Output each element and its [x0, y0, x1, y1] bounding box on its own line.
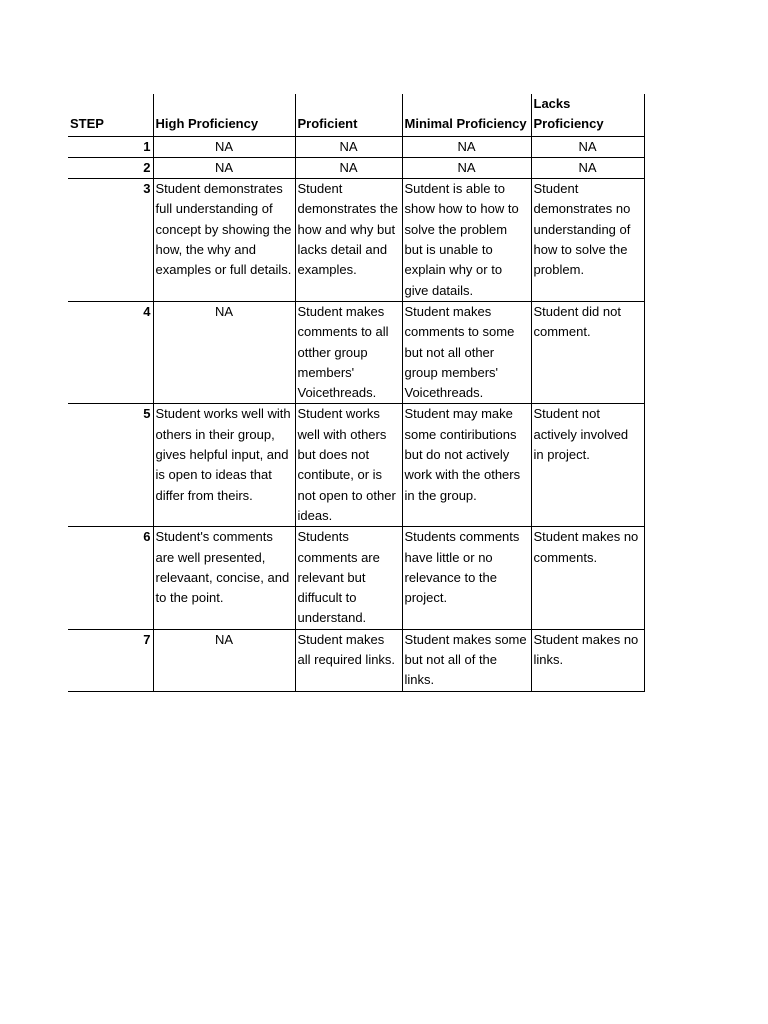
- table-row: [68, 179, 644, 302]
- cell-high: NA: [153, 157, 295, 178]
- cell-high: Student works well with others in their group, gives helpful input, and is open to ideas that differ from theirs.: [153, 404, 295, 527]
- cell-high: NA: [153, 301, 295, 403]
- step-number: 3: [68, 179, 153, 302]
- header-proficient: Proficient: [295, 94, 402, 136]
- cell-lacks: Student demonstrates no understanding of how to solve the problem.: [531, 179, 644, 302]
- cell-minimal: NA: [402, 157, 531, 178]
- table-row: [68, 136, 644, 157]
- cell-minimal: Student may make some contiributions but do not actively work with the others in the group.: [402, 404, 531, 527]
- step-number: 7: [68, 629, 153, 691]
- cell-minimal: Student makes some but not all of the links.: [402, 629, 531, 691]
- header-minimal-proficiency: Minimal Proficiency: [402, 94, 531, 136]
- cell-proficient: Student demonstrates the how and why but lacks detail and examples.: [295, 179, 402, 302]
- header-lacks-proficiency: Lacks Proficiency: [531, 94, 644, 136]
- cell-lacks: NA: [531, 136, 644, 157]
- cell-lacks: NA: [531, 157, 644, 178]
- step-number: 1: [68, 136, 153, 157]
- cell-high: NA: [153, 629, 295, 691]
- step-number: 2: [68, 157, 153, 178]
- table-row: [68, 527, 644, 629]
- step-number: 4: [68, 301, 153, 403]
- header-step: STEP: [70, 116, 104, 132]
- rubric-table: [68, 94, 645, 692]
- cell-lacks: Student not actively involved in project.: [531, 404, 644, 527]
- cell-proficient: NA: [295, 136, 402, 157]
- cell-proficient: Students comments are relevant but diffucult to understand.: [295, 527, 402, 629]
- cell-proficient: Student makes comments to all otther group members' Voicethreads.: [295, 301, 402, 403]
- cell-proficient: NA: [295, 157, 402, 178]
- cell-proficient: Student works well with others but does not contibute, or is not open to other ideas.: [295, 404, 402, 527]
- cell-lacks: Student did not comment.: [531, 301, 644, 403]
- cell-minimal: NA: [402, 136, 531, 157]
- step-number: 5: [68, 404, 153, 527]
- table-row: [68, 157, 644, 178]
- cell-high: NA: [153, 136, 295, 157]
- cell-minimal: Sutdent is able to show how to how to solve the problem but is unable to explain why or to give datails.: [402, 179, 531, 302]
- table-row: [68, 404, 644, 527]
- cell-proficient: Student makes all required links.: [295, 629, 402, 691]
- cell-minimal: Student makes comments to some but not all other group members' Voicethreads.: [402, 301, 531, 403]
- table-row: [68, 301, 644, 403]
- table-row: [68, 629, 644, 691]
- header-row: [68, 94, 644, 136]
- cell-high: Student's comments are well presented, relevaant, concise, and to the point.: [153, 527, 295, 629]
- header-high-proficiency: High Proficiency: [153, 94, 295, 136]
- cell-lacks: Student makes no links.: [531, 629, 644, 691]
- step-number: 6: [68, 527, 153, 629]
- cell-high: Student demonstrates full understanding of concept by showing the how, the why and examples or full details.: [153, 179, 295, 302]
- cell-minimal: Students comments have little or no relevance to the project.: [402, 527, 531, 629]
- cell-lacks: Student makes no comments.: [531, 527, 644, 629]
